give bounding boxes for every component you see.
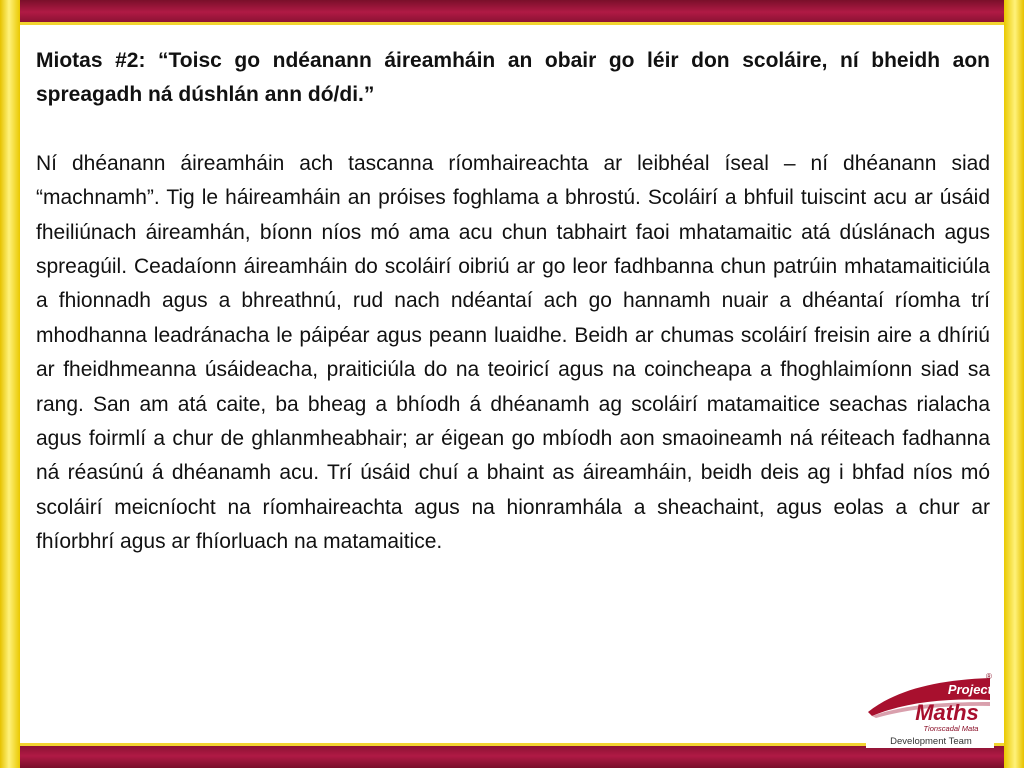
- slide-heading: Miotas #2: “Toisc go ndéanann áireamháin an obair go léir don scoláire, ní bheidh aon spreagadh ná dúshlán ann dó/di.”: [36, 49, 990, 107]
- bottom-gold-line: [20, 743, 1004, 746]
- logo-maths-text: Maths: [915, 700, 979, 725]
- logo-team-text: Development Team: [890, 736, 972, 747]
- project-maths-logo: [866, 672, 994, 748]
- logo-project-text: Project: [947, 682, 992, 697]
- left-gold-bar: [0, 0, 20, 768]
- top-frame-border: [0, 0, 1024, 22]
- slide-body-paragraph: Ní dhéanann áireamháin ach tascanna ríomhaireachta ar leibhéal íseal – ní dhéanann siad “machnamh”. Tig le háireamháin an próises foghlama a bhrostú. Scoláirí a bhfuil tuiscint acu ar úsáid fheiliúnach áireamhán, bíonn níos mó ama acu chun tabhairt faoi mhatamaitic atá dúslánach agus spreagúil. Ceadaíonn áireamháin do scoláirí oibriú ar go leor fadhbanna chun patrúin mhatamaiticiúla a fhionnadh agus a bhreathnú, rud nach ndéantaí ach go hannamh nuair a dhéantaí ríomha trí mhodhanna leadránacha le páipéar agus peann luaidhe. Beidh ar chumas scoláirí freisin aire a dhíriú ar fheidhmeanna úsáideacha, praiticiúla do na teoiricí agus na coincheapa a fhoghlaimíonn siad sa rang. San am atá caite, ba bheag a bhíodh á dhéanamh ag scoláirí matamaitice seachas rialacha agus foirmlí a chur de ghlanmheabhair; ar éigean go mbíodh aon smaoineamh ná réiteach fadhanna ná réasúnú á dhéanamh acu. Trí úsáid chuí a bhaint as áireamháin, beidh deis ag i bhfad níos mó scoláirí meicníocht na ríomhaireachta agus na hionramhála a sheachaint, agus eolas a chur ar fhíorbhrí agus ar fhíorluach na matamaitice.: [36, 151, 990, 554]
- registered-mark: ®: [986, 672, 992, 681]
- right-gold-bar: [1004, 0, 1024, 768]
- slide-content: [36, 44, 990, 560]
- bottom-frame-border: [0, 746, 1024, 768]
- logo-subtitle: Tionscadal Mata: [923, 724, 979, 733]
